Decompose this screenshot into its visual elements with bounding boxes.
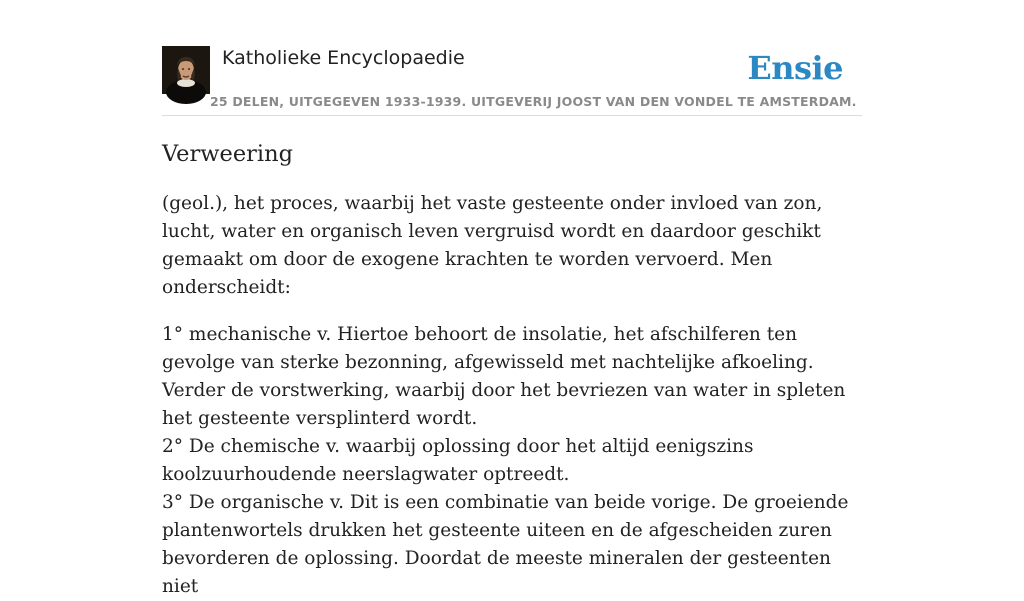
article-paragraph-chemical: 2° De chemische v. waarbij oplossing door het altijd eenigszins koolzuurhoudende neerslagwater optreedt. xyxy=(162,436,754,485)
source-subtitle: 25 DELEN, UITGEGEVEN 1933-1939. UITGEVERIJ JOOST VAN DEN VONDEL TE AMSTERDAM. xyxy=(210,94,857,109)
article-paragraph-organic: 3° De organische v. Dit is een combinatie van beide vorige. De groeiende plantenwortels drukken het gesteente uiteen en de afgescheiden zuren bevorderen de oplossing. Doordat de meeste mineralen der gesteenten niet xyxy=(162,492,849,597)
article-title: Verweering xyxy=(162,141,293,167)
article xyxy=(162,138,867,601)
page-header xyxy=(162,46,862,116)
source-title[interactable]: Katholieke Encyclopaedie xyxy=(222,47,465,69)
article-paragraph-mechanical: 1° mechanische v. Hiertoe behoort de insolatie, het afschilferen ten gevolge van sterke bezonning, afgewisseld met nachtelijke afkoeling. Verder de vorstwerking, waarbij door het bevriezen van water in spleten het gesteente versplinterd wordt. xyxy=(162,324,846,429)
article-paragraph-intro: (geol.), het proces, waarbij het vaste gesteente onder invloed van zon, lucht, water en organisch leven vergruisd wordt en daardoor geschikt gemaakt om door de exogene krachten te worden vervoerd. Men onderscheidt: xyxy=(162,193,823,298)
brand-logo[interactable]: Ensie xyxy=(747,49,843,87)
portrait-icon[interactable] xyxy=(162,46,210,94)
